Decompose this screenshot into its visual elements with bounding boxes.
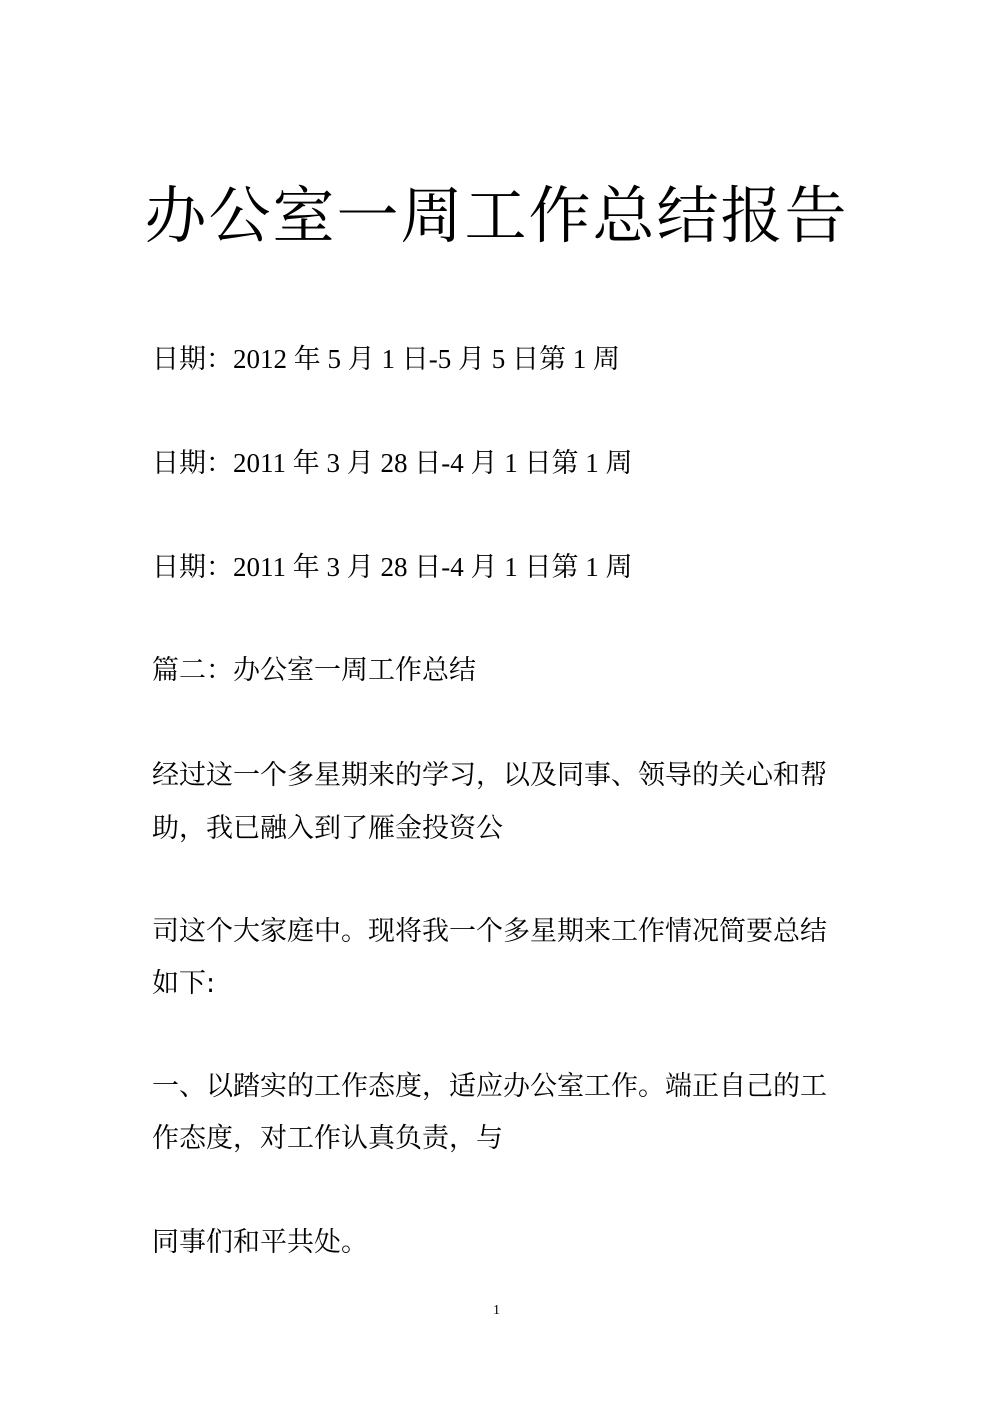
paragraph-4-line-1: 同事们和平共处。 <box>152 1227 368 1258</box>
paragraph-2-line-2: 如下: <box>152 968 216 999</box>
section-heading: 篇二：办公室一周工作总结 <box>152 655 476 686</box>
date-line-2: 日期：2011 年 3 月 28 日-4 月 1 日第 1 周 <box>152 448 633 478</box>
page-number: 1 <box>493 1303 500 1318</box>
paragraph-1-line-2: 助，我已融入到了雁金投资公 <box>152 813 503 844</box>
paragraph-3-line-2: 作态度，对工作认真负责，与 <box>152 1123 503 1154</box>
paragraph-2-line-1: 司这个大家庭中。现将我一个多星期来工作情况简要总结 <box>152 916 827 947</box>
paragraph-3-line-1: 一、以踏实的工作态度，适应办公室工作。端正自己的工 <box>152 1071 827 1102</box>
paragraph-1-line-1: 经过这一个多星期来的学习，以及同事、领导的关心和帮 <box>152 760 827 791</box>
date-line-1: 日期：2012 年 5 月 1 日-5 月 5 日第 1 周 <box>152 344 620 374</box>
document-title: 办公室一周工作总结报告 <box>144 179 849 252</box>
date-line-3: 日期：2011 年 3 月 28 日-4 月 1 日第 1 周 <box>152 552 633 582</box>
